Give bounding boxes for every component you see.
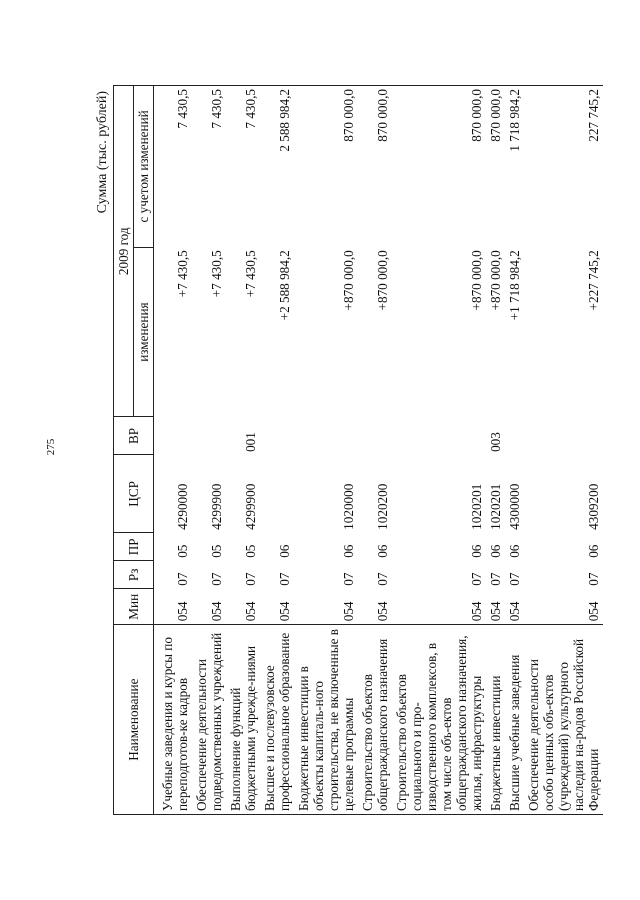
row-name: Высшее и послевузовское профессиональное образование: [260, 625, 294, 815]
table-row: [294, 86, 358, 815]
table-row: [524, 86, 603, 815]
row-vr: [192, 417, 226, 455]
header-rz: Рз: [114, 561, 154, 589]
row-csr: [260, 455, 294, 533]
row-min: 054: [209, 601, 224, 622]
row-csr: 1020200: [375, 483, 390, 530]
row-min: 054: [469, 601, 484, 622]
unit-caption: Сумма (тыс. рублей): [95, 91, 110, 214]
row-csr: 1020201: [469, 483, 484, 530]
row-rz: 07: [277, 572, 292, 586]
row-total: 1 718 984,2: [505, 86, 524, 248]
row-rz: 07: [243, 572, 258, 586]
row-rz: 07: [375, 572, 390, 586]
row-csr: 4299900: [243, 483, 258, 530]
header-pr: ПР: [114, 533, 154, 561]
row-min: 054: [375, 601, 390, 622]
row-pr: 06: [488, 544, 503, 558]
row-change: +7 430,5: [243, 250, 258, 298]
header-csr: ЦСР: [114, 455, 154, 533]
row-csr: 4299900: [209, 483, 224, 530]
table-row: [505, 86, 524, 815]
row-csr: 1020000: [341, 483, 356, 530]
row-total: 227 745,2: [524, 86, 603, 248]
row-rz: 07: [209, 572, 224, 586]
row-csr: 4290000: [175, 483, 190, 530]
rotated-page: [95, 85, 601, 815]
row-change: +870 000,0: [488, 250, 503, 311]
row-change: +1 718 984,2: [507, 250, 522, 321]
row-pr: 06: [375, 544, 390, 558]
row-rz: 07: [469, 572, 484, 586]
row-csr: 4300000: [507, 483, 522, 530]
row-rz: 07: [175, 572, 190, 586]
row-change: +870 000,0: [341, 250, 356, 311]
table-row: [260, 86, 294, 815]
row-min: 054: [507, 601, 522, 622]
rotated-content: [95, 85, 601, 815]
row-name: Учебные заведения и курсы по переподготов-ке кадров: [154, 625, 193, 815]
row-name: Строительство объектов общегражданского назначения: [358, 625, 392, 815]
row-vr: [260, 417, 294, 455]
header-name: Наименование: [114, 625, 154, 815]
row-name: Бюджетные инвестиции: [486, 625, 505, 815]
row-vr: [392, 417, 486, 455]
row-csr: 4309200: [586, 483, 601, 530]
row-change: +870 000,0: [469, 250, 484, 311]
row-min: 054: [243, 601, 258, 622]
header-with-changes: с учетом изменений: [134, 86, 154, 248]
header-year: 2009 год: [114, 86, 134, 417]
row-pr: 06: [469, 544, 484, 558]
header-changes: изменения: [134, 247, 154, 417]
row-name: Высшие учебные заведения: [505, 625, 524, 815]
row-change: +227 745,2: [586, 250, 601, 311]
row-vr: [505, 417, 524, 455]
row-total: 870 000,0: [294, 86, 358, 248]
row-total: 7 430,5: [192, 86, 226, 248]
row-min: 054: [488, 601, 503, 622]
row-change: +2 588 984,2: [277, 250, 292, 321]
row-change: +7 430,5: [175, 250, 190, 298]
row-name: Строительство объектов социального и про-изводственного комплексов, в том числе объ-ектов общегражданского назначения, жилья, инфраструктуры: [392, 625, 486, 815]
table-row: [358, 86, 392, 815]
row-total: 2 588 984,2: [260, 86, 294, 248]
row-total: 870 000,0: [486, 86, 505, 248]
header-vr: ВР: [114, 417, 154, 455]
header-min: Мин: [114, 589, 154, 625]
row-vr: [154, 417, 193, 455]
table-row: [154, 86, 193, 815]
row-pr: 06: [341, 544, 356, 558]
row-vr: 003: [488, 432, 503, 452]
row-pr: 05: [175, 544, 190, 558]
table-row: [226, 86, 260, 815]
table-row: [192, 86, 226, 815]
row-name: Бюджетные инвестиции в объекты капиталь-ного строительства, не включенные в целевые программы: [294, 625, 358, 815]
row-name: Обеспечение деятельности подведомственных учреждений: [192, 625, 226, 815]
row-change: +7 430,5: [209, 250, 224, 298]
row-min: 054: [175, 601, 190, 622]
row-min: 054: [341, 601, 356, 622]
row-change: +870 000,0: [375, 250, 390, 311]
row-csr: 1020201: [488, 483, 503, 530]
row-vr: 001: [243, 432, 258, 452]
row-total: 870 000,0: [392, 86, 486, 248]
table-row: [392, 86, 486, 815]
row-min: 054: [277, 601, 292, 622]
row-pr: 05: [243, 544, 258, 558]
row-pr: 06: [507, 544, 522, 558]
row-total: 870 000,0: [358, 86, 392, 248]
row-total: 7 430,5: [154, 86, 193, 248]
row-total: 7 430,5: [226, 86, 260, 248]
row-vr: [358, 417, 392, 455]
row-name: Выполнение функций бюджетными учрежде-ниями: [226, 625, 260, 815]
page-number: 275: [45, 438, 57, 456]
row-rz: 07: [341, 572, 356, 586]
row-vr: [524, 417, 603, 455]
row-rz: 07: [586, 572, 601, 586]
row-rz: 07: [488, 572, 503, 586]
row-name: Обеспечение деятельности особо ценных объ-ектов (учреждений) культурного наследия на-родов Российской Федерации: [524, 625, 603, 815]
budget-table: [113, 85, 603, 815]
table-body: [154, 86, 604, 815]
row-pr: 05: [209, 544, 224, 558]
row-min: 054: [586, 601, 601, 622]
row-pr: 06: [586, 544, 601, 558]
row-pr: 06: [277, 544, 292, 558]
table-row: [486, 86, 505, 815]
row-vr: [294, 417, 358, 455]
row-rz: 07: [507, 572, 522, 586]
